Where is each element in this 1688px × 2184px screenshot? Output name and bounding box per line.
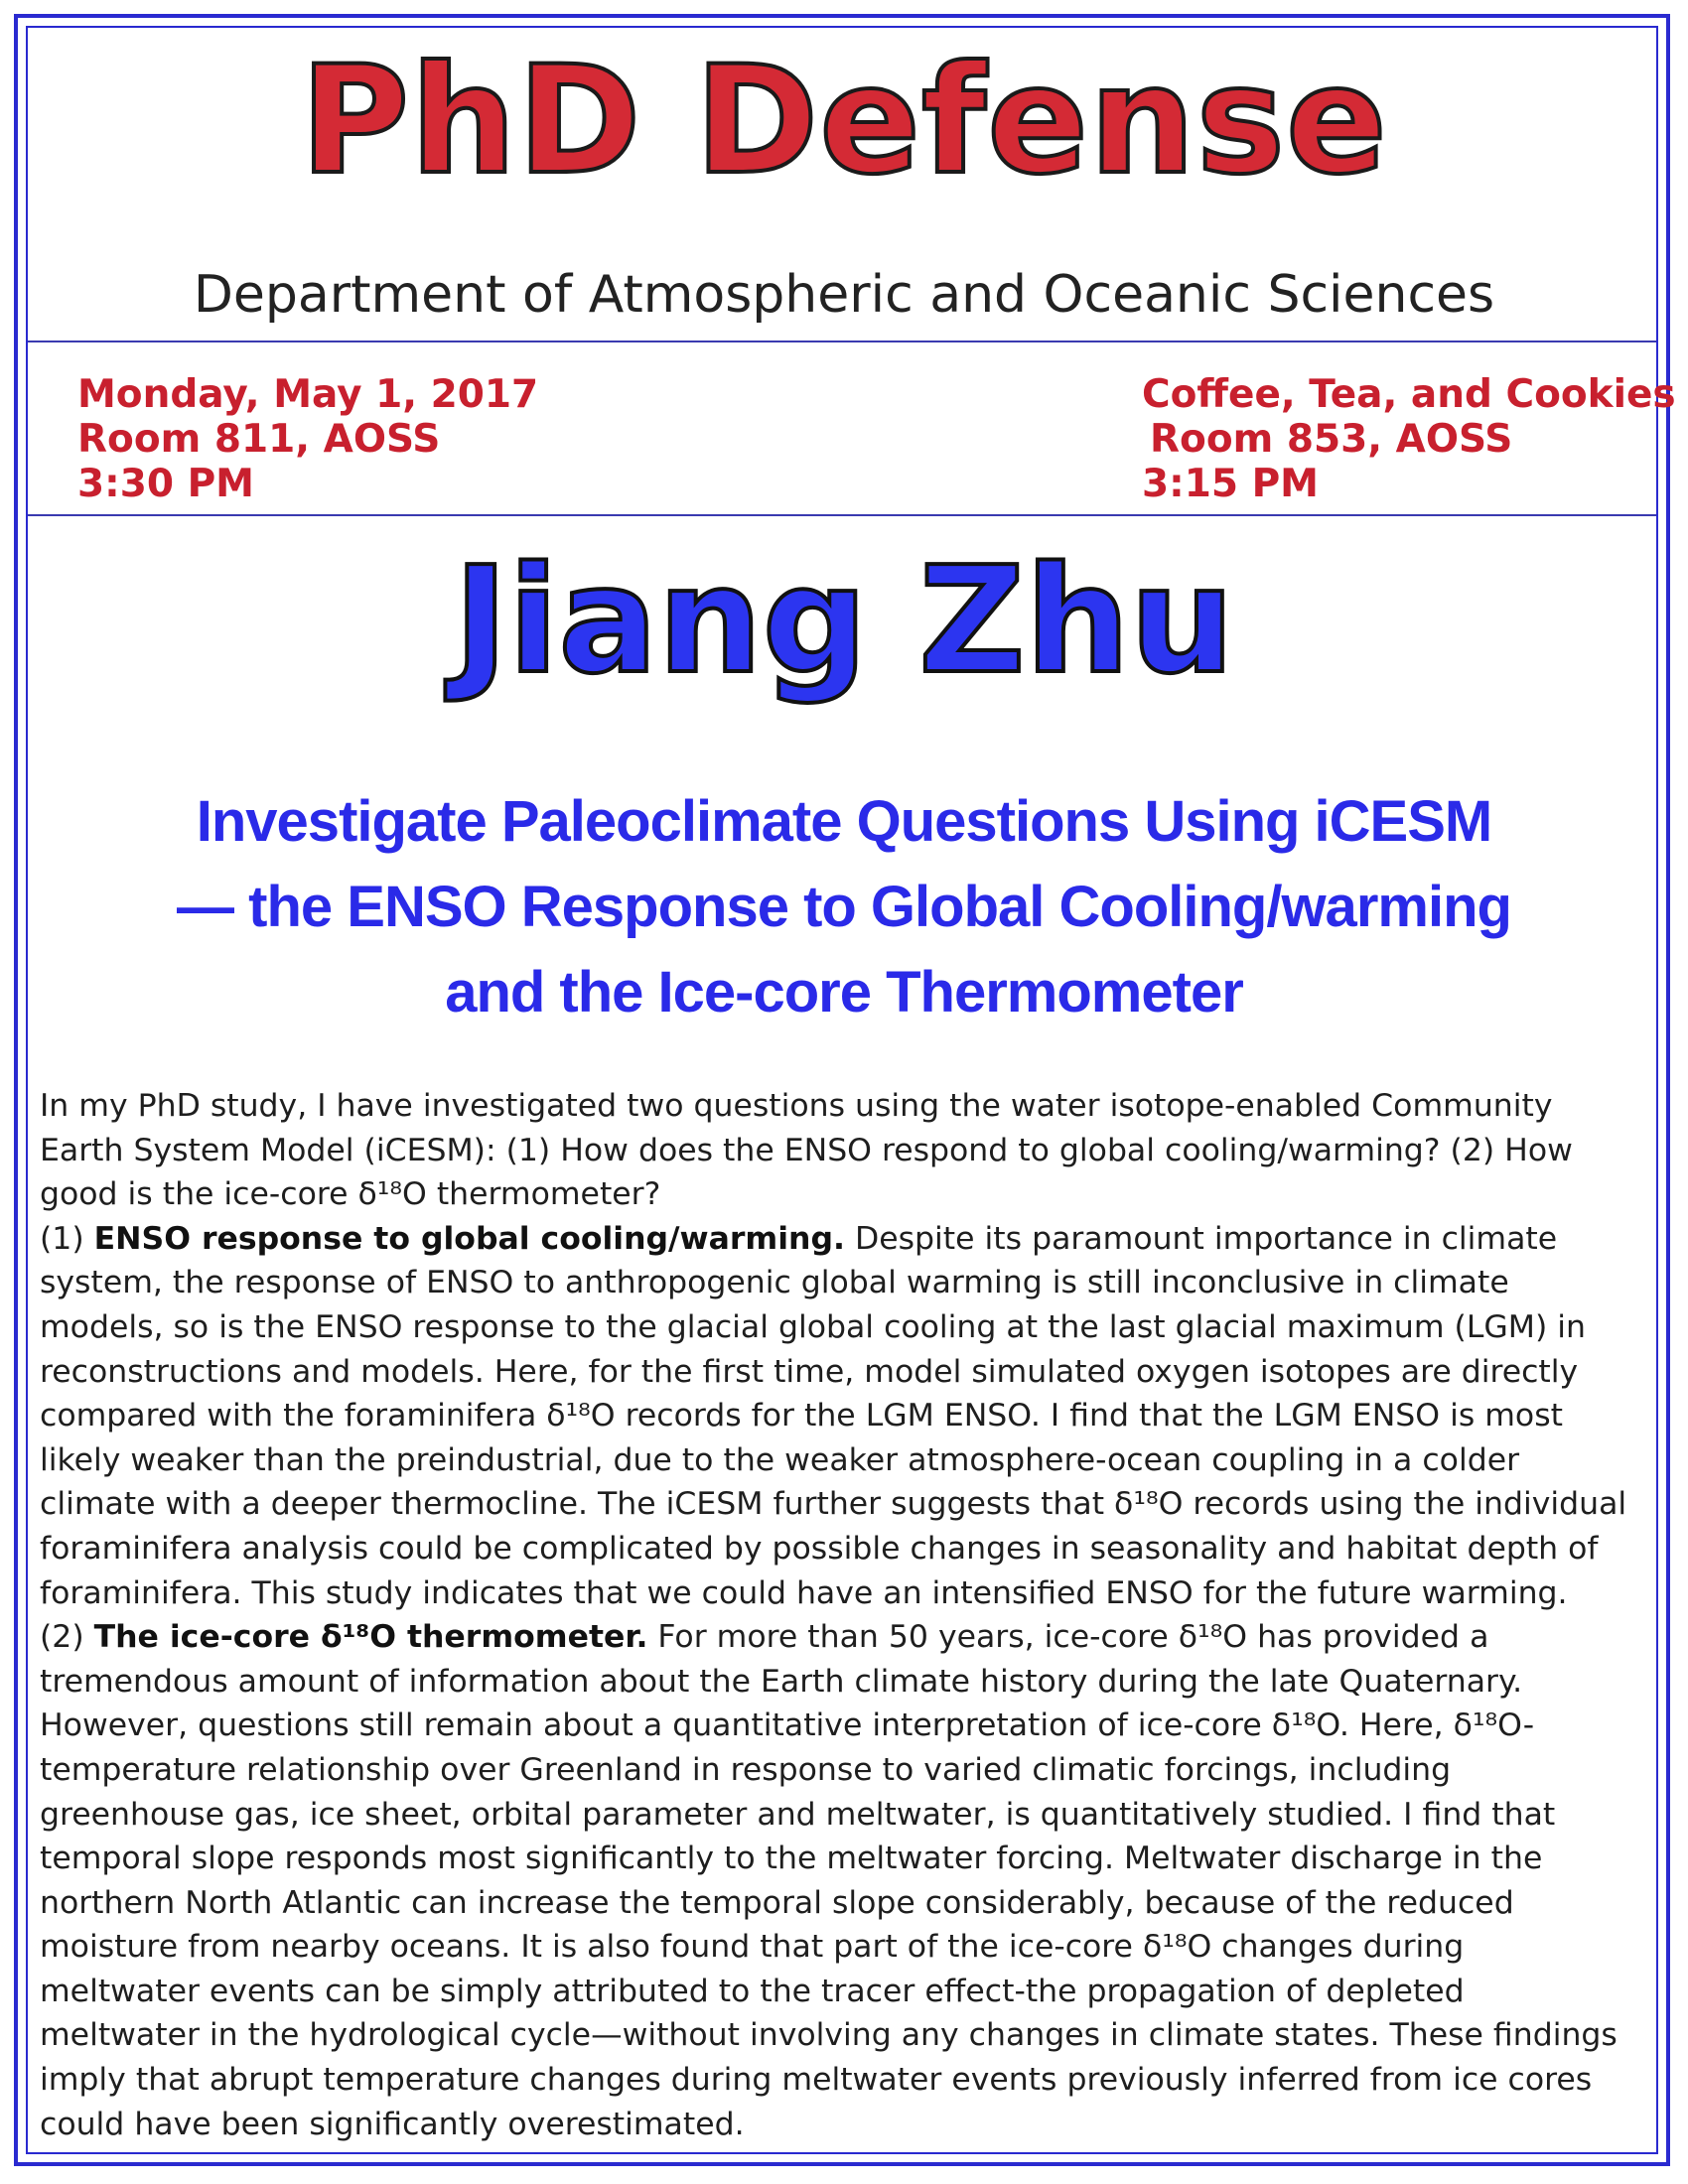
abstract-heading: ENSO response to global cooling/warming. — [93, 1220, 845, 1257]
abstract-text-segment: system, the response of ENSO to anthropogenic global warming is still inconclusive in climate — [40, 1265, 1509, 1301]
abstract-text-segment: northern North Atlantic can increase the temporal slope considerably, because of the reduced — [40, 1884, 1514, 1921]
speaker-name: Jiang Zhu — [453, 535, 1235, 706]
event-details — [77, 372, 538, 506]
divider-top — [28, 341, 1656, 342]
abstract-text-segment: (2) — [40, 1619, 94, 1656]
abstract-text-segment: However, questions still remain about a quantitative interpretation of ice-core δ¹⁸O. Here, δ¹⁸O- — [40, 1707, 1535, 1744]
talk-title-line: and the Ice-core Thermometer — [445, 960, 1243, 1024]
department-name: Department of Atmospheric and Oceanic Sciences — [193, 265, 1495, 325]
abstract-line — [40, 1084, 1658, 1129]
abstract-text-segment: imply that abrupt temperature changes during meltwater events previously inferred from ice cores — [40, 2062, 1593, 2099]
abstract-text-segment: Despite its paramount importance in climate — [845, 1220, 1558, 1257]
abstract-line — [40, 1482, 1658, 1527]
abstract-line — [40, 2013, 1658, 2058]
abstract-heading: The ice-core δ¹⁸O thermometer. — [93, 1619, 648, 1656]
refreshment-label: Coffee, Tea, and Cookies — [1142, 372, 1676, 417]
abstract-line — [40, 1217, 1658, 1262]
abstract-text-segment: reconstructions and models. Here, for the first time, model simulated oxygen isotopes are directly — [40, 1353, 1579, 1390]
abstract-line — [40, 1793, 1658, 1838]
abstract-line — [40, 1970, 1658, 2014]
event-date: Monday, May 1, 2017 — [77, 372, 539, 417]
poster-title: PhD Defense — [300, 35, 1388, 207]
abstract-text-segment: greenhouse gas, ice sheet, orbital parameter and meltwater, is quantitatively studied. I find that — [40, 1796, 1556, 1833]
abstract-text-segment: foraminifera analysis could be complicated by possible changes in seasonality and habitat depth of — [40, 1530, 1599, 1567]
abstract-line — [40, 1172, 1658, 1217]
abstract-line — [40, 1881, 1658, 1926]
abstract-text-segment: meltwater events can be simply attributed to the tracer effect-the propagation of depleted — [40, 1973, 1465, 2009]
abstract-line — [40, 1704, 1658, 1748]
abstract-text-segment: climate with a deeper thermocline. The iCESM further suggests that δ¹⁸O records using the individual — [40, 1486, 1627, 1523]
abstract-line — [40, 1748, 1658, 1793]
abstract-text-segment: Earth System Model (iCESM): (1) How does the ENSO respond to global cooling/warming? (2) How — [40, 1132, 1573, 1168]
abstract-line — [40, 1261, 1658, 1305]
abstract-line — [40, 1129, 1658, 1173]
abstract-line — [40, 1925, 1658, 1970]
abstract-text-segment: For more than 50 years, ice-core δ¹⁸O has provided a — [647, 1619, 1489, 1656]
abstract-line — [40, 1394, 1658, 1438]
abstract-text — [40, 1084, 1658, 2146]
abstract-line — [40, 1571, 1658, 1616]
talk-title-line: Investigate Paleoclimate Questions Using iCESM — [196, 789, 1492, 854]
event-room: Room 811, AOSS — [77, 417, 441, 462]
abstract-text-segment: good is the ice-core δ¹⁸O thermometer? — [40, 1176, 661, 1213]
abstract-text-segment: temperature relationship over Greenland in response to varied climatic forcings, including — [40, 1751, 1452, 1788]
abstract-text-segment: tremendous amount of information about the Earth climate history during the late Quaternary. — [40, 1663, 1523, 1700]
abstract-text-segment: could have been significantly overestimated. — [40, 2106, 745, 2142]
talk-title-line: — the ENSO Response to Global Cooling/warming — [177, 875, 1511, 939]
abstract-text-segment: moisture from nearby oceans. It is also found that part of the ice-core δ¹⁸O changes during — [40, 1929, 1465, 1966]
abstract-text-segment: (1) — [40, 1220, 94, 1257]
refreshment-details — [1142, 372, 1676, 506]
abstract-text-segment: temporal slope responds most significantly to the meltwater forcing. Meltwater discharge in the — [40, 1841, 1543, 1877]
abstract-line — [40, 1615, 1658, 1660]
abstract-text-segment: compared with the foraminifera δ¹⁸O records for the LGM ENSO. I find that the LGM ENSO is most — [40, 1398, 1563, 1434]
abstract-text-segment: models, so is the ENSO response to the glacial global cooling at the last glacial maximum (LGM) in — [40, 1308, 1586, 1345]
abstract-line — [40, 2103, 1658, 2147]
divider-bottom — [28, 514, 1656, 516]
abstract-line — [40, 1837, 1658, 1881]
event-time: 3:30 PM — [77, 462, 254, 506]
abstract-line — [40, 1438, 1658, 1483]
abstract-text-segment: foraminifera. This study indicates that we could have an intensified ENSO for the future warming. — [40, 1574, 1568, 1611]
abstract-line — [40, 2058, 1658, 2103]
abstract-line — [40, 1527, 1658, 1571]
abstract-line — [40, 1305, 1658, 1350]
talk-title — [50, 779, 1638, 1035]
abstract-text-segment: meltwater in the hydrological cycle—without involving any changes in climate states. These findings — [40, 2017, 1618, 2054]
abstract-line — [40, 1350, 1658, 1395]
refreshment-room: Room 853, AOSS — [1150, 417, 1513, 462]
abstract-text-segment: likely weaker than the preindustrial, due to the weaker atmosphere-ocean coupling in a colder — [40, 1441, 1520, 1478]
abstract-line — [40, 1660, 1658, 1705]
refreshment-time: 3:15 PM — [1142, 462, 1319, 506]
abstract-text-segment: In my PhD study, I have investigated two questions using the water isotope-enabled Community — [40, 1088, 1553, 1124]
